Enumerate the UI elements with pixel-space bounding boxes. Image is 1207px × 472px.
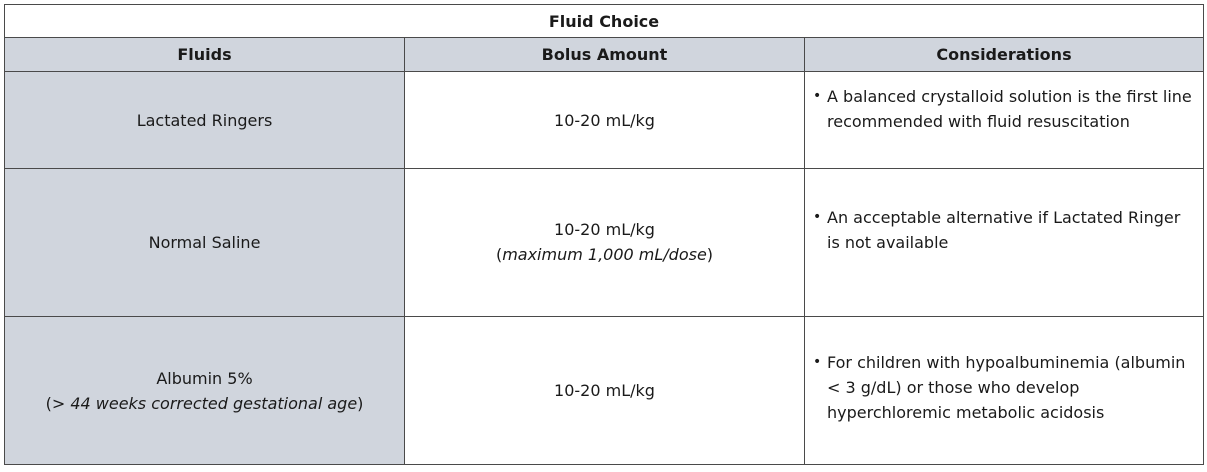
list-item bbox=[813, 350, 1195, 425]
bolus-cell bbox=[405, 72, 805, 169]
bolus-note-close-paren: ) bbox=[706, 244, 714, 264]
list-item bbox=[813, 205, 1195, 255]
bolus-amount: 10-20 mL/kg bbox=[554, 381, 655, 400]
consideration-text: For children with hypoalbuminemia (albumin < 3 g/dL) or those who develop hyperchloremic metabolic acidosis bbox=[827, 353, 1186, 422]
bullet-icon: • bbox=[813, 208, 822, 225]
bolus-cell bbox=[405, 317, 805, 465]
consideration-cell bbox=[805, 317, 1204, 465]
fluid-name: Normal Saline bbox=[148, 233, 261, 252]
table-row bbox=[5, 72, 1204, 169]
table-header-row bbox=[5, 38, 1204, 72]
bolus-note bbox=[405, 242, 804, 267]
consideration-cell bbox=[805, 169, 1204, 317]
table-title: Fluid Choice bbox=[5, 5, 1204, 38]
fluid-choice-table-wrapper bbox=[4, 4, 1203, 465]
list-item bbox=[813, 84, 1195, 134]
table-row bbox=[5, 169, 1204, 317]
fluid-block bbox=[5, 366, 404, 416]
fluid-note-text: > 44 weeks corrected gestational age bbox=[51, 393, 358, 413]
fluid-choice-table bbox=[4, 4, 1204, 465]
table-title-row bbox=[5, 5, 1204, 38]
bullet-icon: • bbox=[813, 88, 822, 104]
fluid-name: Albumin 5% bbox=[156, 368, 253, 388]
fluid-note bbox=[5, 391, 404, 416]
fluid-cell bbox=[5, 72, 405, 169]
bolus-note-text: maximum 1,000 mL/dose bbox=[502, 244, 707, 264]
consideration-cell bbox=[805, 72, 1204, 169]
bullet-icon: • bbox=[813, 354, 822, 370]
bolus-amount: 10-20 mL/kg bbox=[554, 219, 655, 239]
bolus-block bbox=[405, 217, 804, 267]
header-considerations: Considerations bbox=[805, 38, 1204, 72]
consideration-text: An acceptable alternative if Lactated Ringer is not available bbox=[827, 207, 1181, 252]
fluid-note-close-paren: ) bbox=[357, 393, 364, 413]
fluid-cell bbox=[5, 317, 405, 465]
bolus-cell bbox=[405, 169, 805, 317]
header-bolus-amount: Bolus Amount bbox=[405, 38, 805, 72]
header-fluids: Fluids bbox=[5, 38, 405, 72]
consideration-text: A balanced crystalloid solution is the first line recommended with fluid resuscitation bbox=[827, 87, 1192, 131]
bolus-amount: 10-20 mL/kg bbox=[554, 110, 655, 130]
bolus-note-open-paren: ( bbox=[495, 244, 503, 264]
table-row bbox=[5, 317, 1204, 465]
fluid-note-open-paren: ( bbox=[45, 393, 52, 413]
fluid-name: Lactated Ringers bbox=[136, 110, 273, 130]
fluid-cell bbox=[5, 169, 405, 317]
